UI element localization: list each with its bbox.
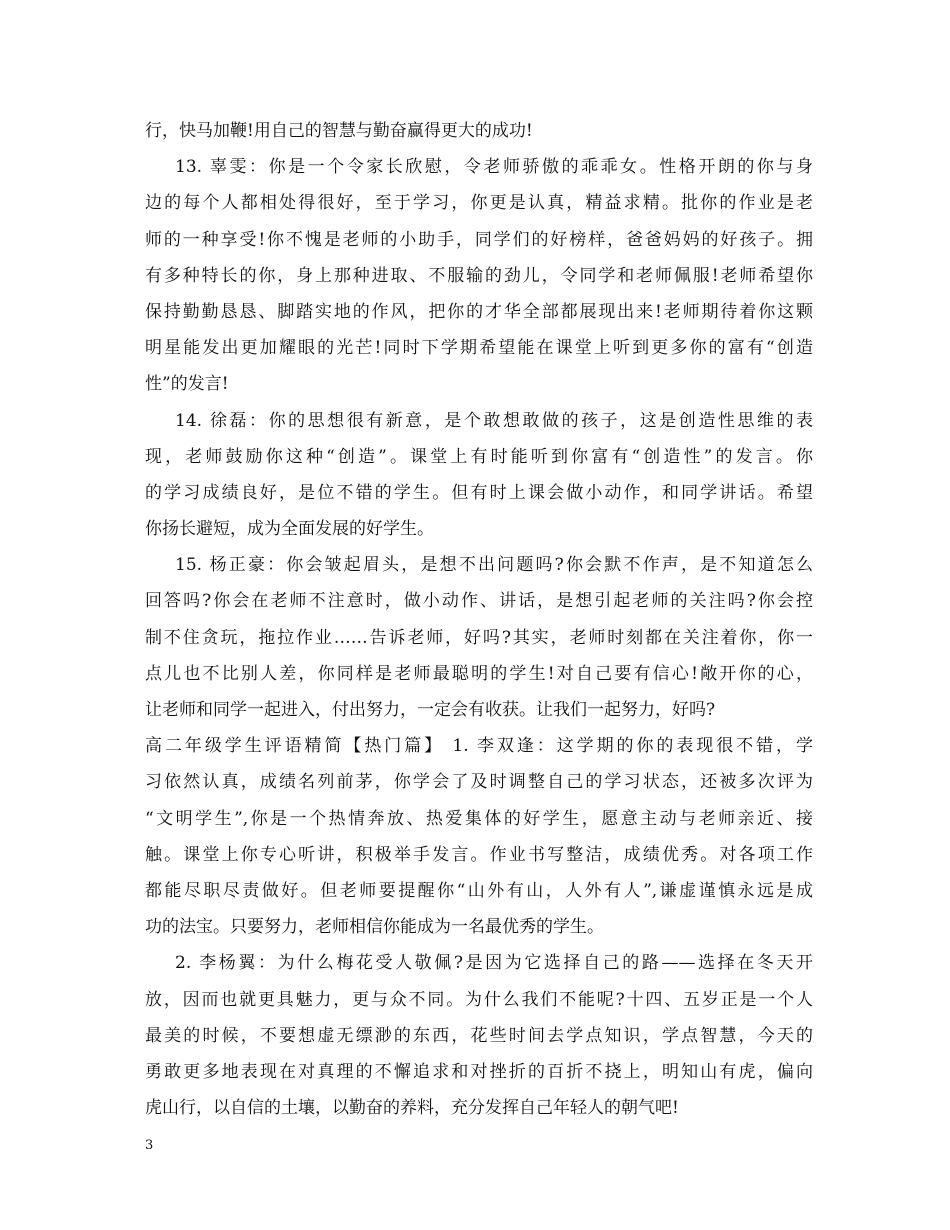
text-line: 明星能发出更加耀眼的光芒!同时下学期希望能在课堂上听到更多你的富有“创造 (145, 338, 813, 359)
text-line: 的学习成绩良好，是位不错的学生。但有时上课会做小动作，和同学讲话。希望 (145, 482, 813, 503)
text-line: 高二年级学生评语精简【热门篇】 1. 李双逢：这学期的你的表现很不错，学 (145, 736, 813, 757)
page-number: 3 (145, 1138, 154, 1153)
text-line: 让老师和同学一起进入，付出努力，一定会有收获。让我们一起努力，好吗? (145, 700, 716, 720)
document-body (145, 113, 813, 1126)
text-line: 有多种特长的你，身上那种进取、不服输的劲儿，令同学和老师佩服!老师希望你 (145, 265, 813, 286)
text-line: 触。课堂上你专心听讲，积极举手发言。作业书写整洁，成绩优秀。对各项工作 (145, 844, 813, 865)
text-line: 回答吗?你会在老师不注意时，做小动作、讲话，是想引起老师的关注吗?你会控 (145, 591, 813, 612)
text-line: 最美的时候，不要想虚无缥渺的东西，花些时间去学点知识，学点智慧，今天的 (145, 1025, 813, 1046)
text-line: 2. 李杨翼：为什么梅花受人敬佩?是因为它选择自己的路——选择在冬天开 (175, 953, 813, 974)
text-line: 师的一种享受!你不愧是老师的小助手，同学们的好榜样，爸爸妈妈的好孩子。拥 (145, 229, 813, 250)
text-line: 性”的发言! (145, 374, 229, 395)
text-line: 功的法宝。只要努力，老师相信你能成为一名最优秀的学生。 (145, 917, 604, 938)
text-line: 13. 辜雯：你是一个令家长欣慰，令老师骄傲的乖乖女。性格开朗的你与身 (175, 157, 813, 178)
text-line: 放，因而也就更具魅力，更与众不同。为什么我们不能呢?十四、五岁正是一个人 (145, 989, 813, 1010)
text-line: “文明学生”,你是一个热情奔放、热爱集体的好学生，愿意主动与老师亲近、接 (145, 808, 813, 829)
text-line: 都能尽职尽责做好。但老师要提醒你“山外有山，人外有人”,谦虚谨慎永远是成 (145, 880, 813, 901)
text-line: 制不住贪玩，拖拉作业……告诉老师，好吗?其实，老师时刻都在关注着你，你一 (145, 627, 813, 648)
text-line: 习依然认真，成绩名列前茅，你学会了及时调整自己的学习状态，还被多次评为 (145, 772, 813, 793)
text-line: 保持勤勤恳恳、脚踏实地的作风，把你的才华全部都展现出来!老师期待着你这颗 (145, 301, 813, 322)
text-line: 点儿也不比别人差，你同样是老师最聪明的学生!对自己要有信心!敞开你的心， (145, 663, 813, 684)
text-line: 行，快马加鞭!用自己的智慧与勤奋赢得更大的成功! (145, 121, 533, 141)
text-line: 边的每个人都相处得很好，至于学习，你更是认真，精益求精。批你的作业是老 (145, 193, 813, 214)
text-line: 15. 杨正豪：你会皱起眉头，是想不出问题吗?你会默不作声，是不知道怎么 (175, 555, 813, 576)
text-line: 勇敢更多地表现在对真理的不懈追求和对挫折的百折不挠上，明知山有虎，偏向 (145, 1061, 813, 1082)
text-line: 现，老师鼓励你这种“创造”。课堂上有时能听到你富有“创造性”的发言。你 (145, 446, 813, 467)
text-line: 你扬长避短，成为全面发展的好学生。 (145, 519, 434, 540)
text-line: 虎山行，以自信的土壤，以勤奋的养料，充分发挥自己年轻人的朝气吧! (145, 1098, 679, 1119)
text-line: 14. 徐磊：你的思想很有新意，是个敢想敢做的孩子，这是创造性思维的表 (175, 410, 813, 431)
